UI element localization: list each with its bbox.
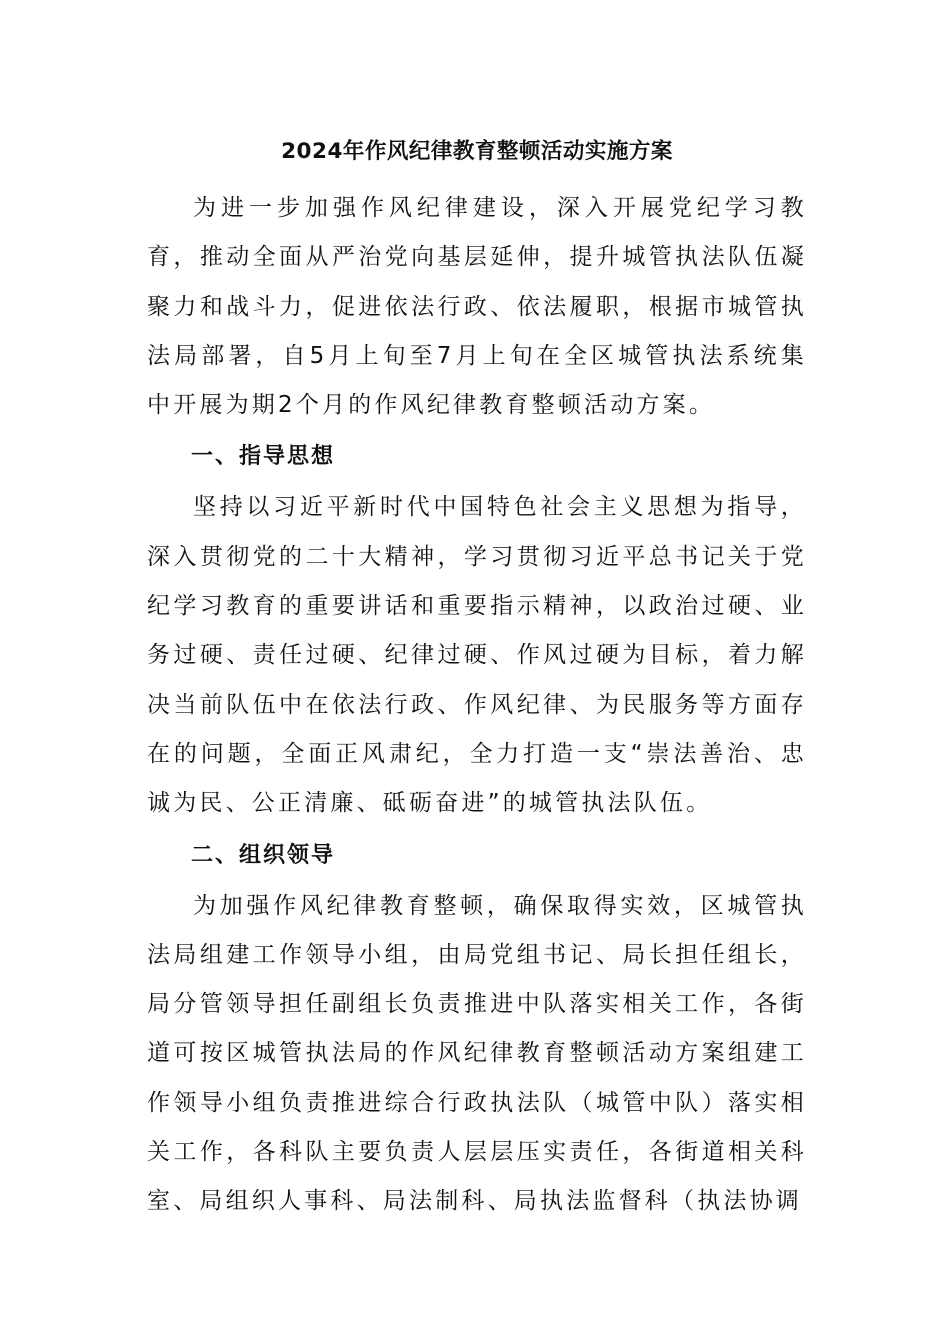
section-paragraph-organization-leadership: 为加强作风纪律教育整顿，确保取得实效，区城管执法局组建工作领导小组，由局党组书记、局长担任组长，局分管领导担任副组长负责推进中队落实相关工作，各街道可按区城管执法局的作风纪律教育整顿活动方案组建工作领导小组负责推进综合行政执法队（城管中队）落实相关工作，各科队主要负责人层层压实责任，各街道相关科室、局组织人事科、局法制科、局执法监督科（执法协调 [147,892,807,1215]
intro-paragraph: 为进一步加强作风纪律建设，深入开展党纪学习教育，推动全面从严治党向基层延伸，提升城管执法队伍凝聚力和战斗力，促进依法行政、依法履职，根据市城管执法局部署，自5月上旬至7月上旬在全区城管执法系统集中开展为期2个月的作风纪律教育整顿活动方案。 [147,195,807,419]
section-heading-organization-leadership: 二、组织领导 [191,842,336,868]
document-body [147,124,807,1227]
section-heading-guiding-ideology: 一、指导思想 [191,444,336,470]
section-paragraph-guiding-ideology: 坚持以习近平新时代中国特色社会主义思想为指导，深入贯彻党的二十大精神，学习贯彻习近平总书记关于党纪学习教育的重要讲话和重要指示精神，以政治过硬、业务过硬、责任过硬、纪律过硬、作风过硬为目标，着力解决当前队伍中在依法行政、作风纪律、为民服务等方面存在的问题，全面正风肃纪，全力打造一支“崇法善治、忠诚为民、公正清廉、砥砺奋进”的城管执法队伍。 [147,494,807,817]
document-title: 2024年作风纪律教育整顿活动实施方案 [281,139,673,164]
